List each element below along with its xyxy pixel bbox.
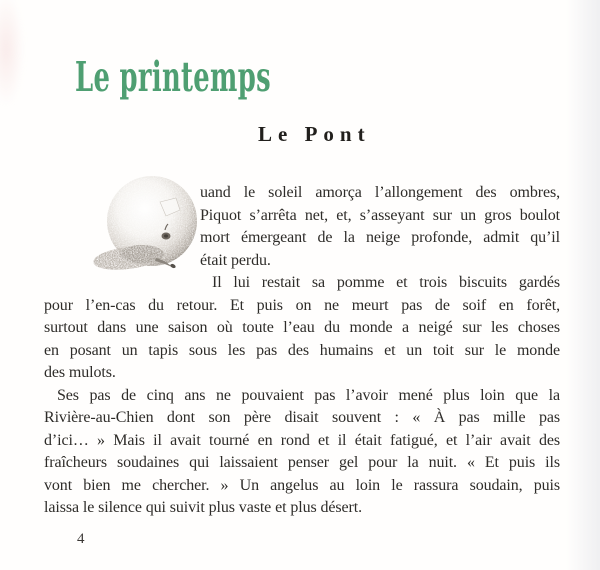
body-text-line: Il lui restait sa pomme et trois biscuits gardés: [212, 274, 560, 291]
chapter-title: Le Pont: [258, 122, 371, 146]
body-text-line: fraîcheurs soudaines qui laissaient penser gel pour la nuit. « Et puis ils: [44, 454, 560, 471]
body-text-line: surtout dans une saison où toute l’eau du monde a neigé sur les choses: [44, 319, 560, 336]
page-number: 4: [77, 531, 85, 547]
section-title: Le printemps: [75, 53, 271, 101]
body-text-line: pour l’en-cas du retour. Et puis on ne meurt pas de soif en forêt,: [44, 296, 560, 314]
body-text-line: Piquot s’arrêta net, et, s’asseyant sur un gros boulot: [200, 206, 560, 224]
body-text-line: mort émergeant de la neige profonde, admit qu’il: [200, 229, 560, 246]
body-text-line: laissa le silence qui suivit plus vaste et plus désert.: [44, 499, 362, 516]
body-text-line: d’ici… » Mais il avait tourné en rond et il était fatigué, et l’air avait des: [44, 431, 560, 449]
body-text-line: en posant un tapis sous les pas des humains et un toit sur le monde: [44, 341, 560, 359]
body-text-line: uand le soleil amorça l’allongement des ombres,: [200, 184, 560, 201]
body-text-line: Rivière-au-Chien dont son père disait souvent : « À pas mille pas: [44, 409, 560, 426]
body-text-line: était perdu.: [200, 251, 271, 269]
scan-smudge: [0, 0, 24, 107]
body-text-line: Ses pas de cinq ans ne pouvaient pas l’avoir mené plus loin que la: [57, 386, 560, 404]
scan-gutter-shadow: [566, 0, 600, 570]
body-text: [44, 182, 560, 520]
body-text-line: vont bien me chercher. » Un angelus au loin le rassura soudain, puis: [44, 476, 560, 494]
body-text-line: des mulots.: [44, 364, 116, 381]
